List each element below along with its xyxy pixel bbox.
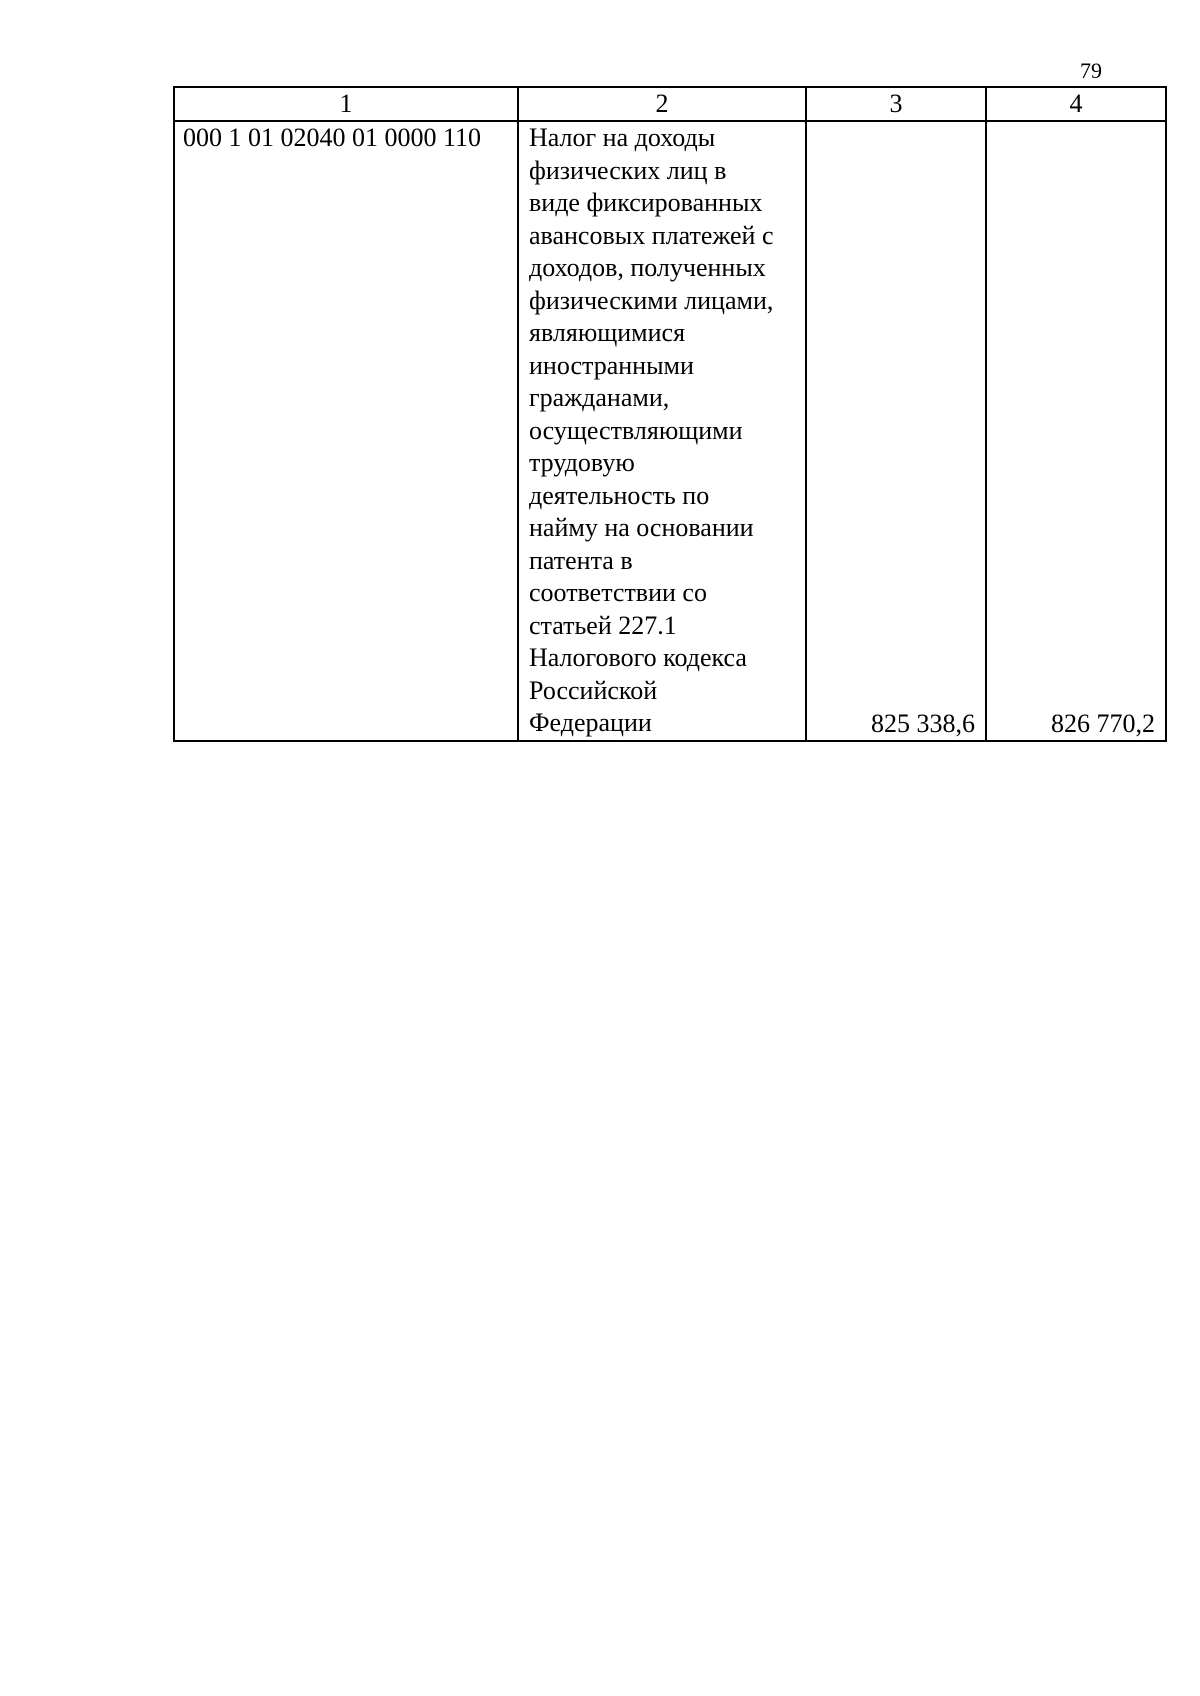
description-line: соответствии со xyxy=(529,578,707,607)
description-line: патента в xyxy=(529,545,633,575)
header-cell-3: 3 xyxy=(806,87,986,121)
description-line: трудовую xyxy=(529,448,635,477)
income-description xyxy=(518,121,806,741)
description-line: являющимися xyxy=(529,318,686,347)
description-line: Российской xyxy=(529,675,658,705)
description-line: Налог на доходы xyxy=(529,123,716,152)
description-line: Налогового кодекса xyxy=(529,643,747,672)
description-line: осуществляющими xyxy=(529,415,743,445)
description-line: найму на основании xyxy=(529,513,754,542)
description-line: иностранными xyxy=(529,350,694,380)
header-cell-1: 1 xyxy=(174,87,518,121)
table-header-row xyxy=(174,87,1166,121)
description-line: статьей 227.1 xyxy=(529,610,677,640)
table-row xyxy=(174,121,1166,741)
page-number: 79 xyxy=(1080,58,1102,83)
description-line: Федерации xyxy=(529,708,652,737)
amount-col3: 825 338,6 xyxy=(806,121,986,741)
amount-col4: 826 770,2 xyxy=(986,121,1166,741)
description-line: доходов, полученных xyxy=(529,253,766,282)
description-line: авансовых платежей с xyxy=(529,220,774,250)
budget-table xyxy=(173,86,1167,742)
description-line: деятельность по xyxy=(529,480,710,510)
description-line: физических лиц в xyxy=(529,155,727,185)
description-line: физическими лицами, xyxy=(529,285,774,315)
header-cell-2: 2 xyxy=(518,87,806,121)
description-line: виде фиксированных xyxy=(529,188,763,217)
header-cell-4: 4 xyxy=(986,87,1166,121)
classification-code: 000 1 01 02040 01 0000 110 xyxy=(174,121,518,741)
description-line: гражданами, xyxy=(529,383,670,412)
